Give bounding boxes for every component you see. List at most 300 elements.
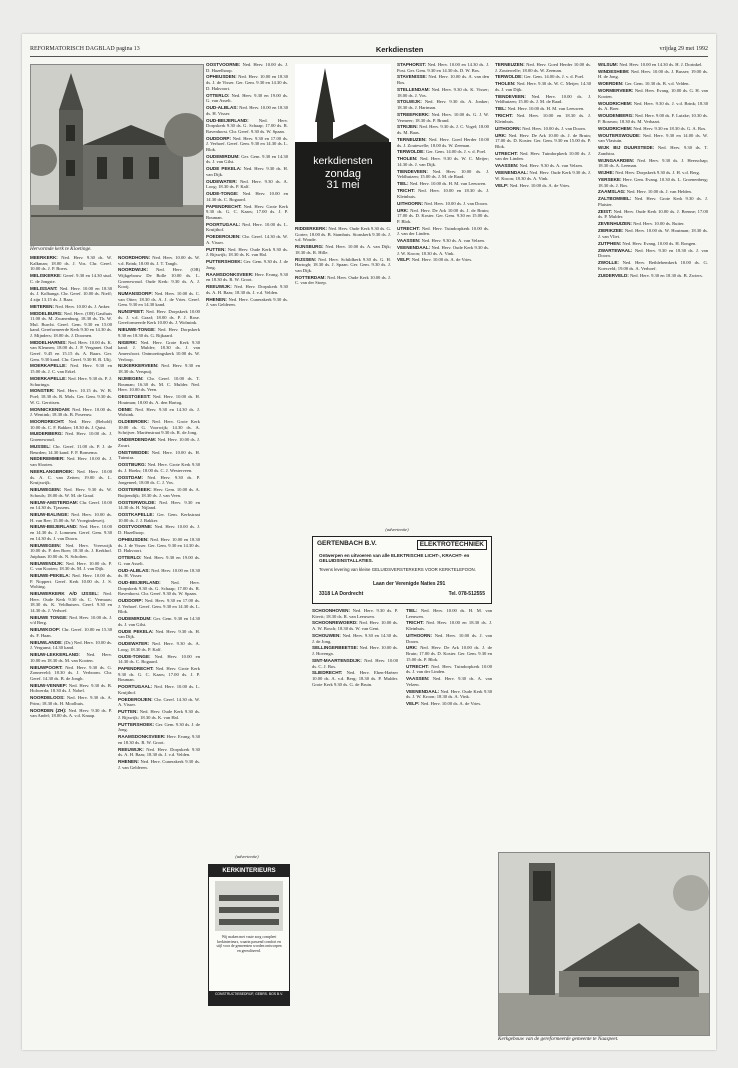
service-details: Ger. Gem. 9.30 en 14.30 ds. J. van Gilst. <box>206 153 288 165</box>
service-details: Ned. Herv. 10.00 ds. L. Kruijthof. <box>206 221 288 233</box>
service-entry <box>598 88 708 99</box>
place-name: NIEUW-BEIJERLAND: <box>30 524 78 530</box>
service-details: Ned. Herv. Cunerakerk 9.30 ds. J. van Gelderen. <box>206 296 288 308</box>
service-entry <box>118 327 200 338</box>
service-entry <box>312 670 398 687</box>
place-name: NIEUW-BALINGE: <box>30 511 69 517</box>
place-name: TIEL: <box>406 608 418 613</box>
service-entry <box>30 627 112 638</box>
place-name: SCHOUWEN: <box>312 632 341 638</box>
place-name: ZEIST: <box>598 208 613 214</box>
service-details: Ned. Herv. Dorpskerk 9.30 ds. G. Schaap; 17.00 ds. R. Ravenhorst. Chr. Geref. 9.30 ds. W. Spaan. <box>206 117 288 134</box>
service-details: Ned. Herv. Grote Kerk 9.30 ds. G. C. Kaars; 17.00 ds. J. P. Bouman. <box>118 666 200 683</box>
paper-name: REFORMATORISCH DAGBLAD pagina 13 <box>30 46 140 52</box>
service-entry <box>495 151 591 162</box>
place-name: ROTTERDAM: <box>295 274 326 280</box>
service-entry <box>118 709 200 720</box>
place-name: STRIJEN: <box>397 124 418 130</box>
service-entry <box>312 608 398 619</box>
service-details: Ned. Herv. 9.30 ds. A. Loog; 18.30 ds. P. Kalf. <box>206 178 288 190</box>
ad-phone: Tel. 078-512555 <box>448 591 485 597</box>
service-entry <box>397 99 489 110</box>
service-details: Ned. Herv. Dorpskerk 9.30 en 18.30 ds. G. Rijkaard. <box>118 327 200 338</box>
service-entry <box>397 201 489 207</box>
service-details: Ned. Herv. 9.30 en 17.00 ds. J. Verhoef. Geref. Gem. 9.30 en 14.30 ds. L. Blok. <box>206 135 288 152</box>
service-details: Ned. Herv. Evang. 10.00 ds. H. Rongen. <box>622 240 697 246</box>
service-entry <box>406 676 492 687</box>
service-entry <box>312 620 398 631</box>
service-details: Ned. Herv. 10.00 ds. J. Hovenga. <box>312 645 398 657</box>
service-details: Chr. Geref. 11.00 ds. P. J. de Beurden; 14.30 kand. F. P. Bonsema. <box>30 443 112 455</box>
service-details: Ned. Herv. 10.00 en 14.30 ds. J. Lommen. Geref. Gem. 9.30 en 14.30 ds. J. van Doorn. <box>30 524 112 541</box>
service-details: Ned. Herv. 9.30 ds. H. van Dijk. <box>118 628 200 640</box>
place-name: OUDEWATER: <box>206 178 238 184</box>
place-name: WOUDRICHEM: <box>598 125 633 131</box>
place-name: STAPHORST: <box>397 62 427 67</box>
place-name: TIEL: <box>495 106 507 112</box>
service-entry <box>406 620 492 631</box>
service-entry <box>118 616 200 627</box>
place-name: PAPENDRECHT: <box>118 666 154 672</box>
service-entry <box>30 500 112 511</box>
service-entry <box>598 69 708 80</box>
service-details: Ned. Herv. 9.30 en 18.30 ds. J. van Doorn. <box>598 247 708 259</box>
place-name: OTTERLO: <box>206 92 230 98</box>
service-details: Ned. Herv. 10.00 ds. H. Tuinstra. <box>118 449 200 461</box>
service-details: Ned. Herv. Dorpskerk 9.30 ds. A. H. Baas; 18.30 ds. J. v.d. Velden. <box>118 746 200 758</box>
service-entry <box>495 113 591 124</box>
place-name: OUDEWATER: <box>118 641 150 647</box>
place-name: NOORDEN (ZH): <box>30 707 67 713</box>
place-name: OOSTDAM: <box>118 474 144 480</box>
service-details: Ned. Herv. 9.30 ds. J. v.d. Brink; 18.30 ds. A. Boer. <box>598 100 708 112</box>
service-details: Ned. Herv. 9.30 ds. G. Zonneveld; 18.30 ds. J. Verboom. Chr. Geref. 14.30 ds. B. de Jongh. <box>30 664 112 681</box>
page-header <box>30 44 708 57</box>
place-name: NUMANSDORP: <box>118 291 153 297</box>
service-entry <box>295 257 391 274</box>
ad-kerkinterieurs-footer: CONSTRUCTIEBEDRIJF, GEBRS. BOS B.V. <box>209 991 289 1005</box>
service-entry <box>118 376 200 393</box>
service-details: Herv. Evang. 9.30 en 18.30 ds. R. W. Groot. <box>206 271 288 283</box>
column-5 <box>397 62 489 582</box>
place-name: OOSTBURG: <box>118 462 147 468</box>
column-2 <box>118 255 200 1035</box>
place-name: MOERKAPELLE: <box>30 375 67 381</box>
service-details: Ned. Herv. 9.30 ds. W. C. Meijer; 14.30 ds. J. van Dijk. <box>495 81 591 92</box>
service-entry <box>206 297 288 308</box>
service-entry <box>598 133 708 144</box>
service-entry <box>206 191 288 202</box>
place-name: NOORDELOOS: <box>30 695 65 701</box>
service-entry <box>30 591 112 613</box>
place-name: RHENEN: <box>206 296 227 302</box>
place-name: POORTUGAAL: <box>206 221 241 227</box>
service-entry <box>118 462 200 473</box>
service-details: Ned. Herv. 9.30 ds. A. van Velzen. <box>421 238 485 244</box>
service-entry <box>397 62 489 73</box>
place-name: POEDEROIJEN: <box>118 696 153 702</box>
service-entry <box>397 156 489 167</box>
service-details: Ned. Herv. Evang. 10.00 ds. G. H. van Kooten. <box>598 88 708 99</box>
service-entry <box>397 226 489 237</box>
service-entry <box>295 244 391 255</box>
place-name: ZAAMSLAG: <box>598 189 626 195</box>
place-name: TERWOLDE: <box>397 149 425 155</box>
modern-church-drawing-icon <box>499 853 709 1035</box>
service-details: Ned. Herv. Oude Kerk 10.00 ds. J. C. van der Stoep. <box>295 274 391 286</box>
place-name: OUDE PEKELA: <box>206 166 242 172</box>
service-entry <box>397 238 489 244</box>
service-details: Ned. Herv. 9.30 ds. A. Prins; 18.30 ds. H. Moolhuis. <box>30 695 112 706</box>
place-name: OUDEMIRDUM: <box>206 153 240 159</box>
service-entry <box>118 512 200 523</box>
service-entry <box>206 166 288 177</box>
place-name: VAASSEN: <box>397 238 421 244</box>
service-entry <box>30 363 112 374</box>
service-details: Ned. Herv. 9.30 ds. P. van Andel; 18.00 ds. A. v.d. Knaap. <box>30 707 112 719</box>
place-name: OTTERLO: <box>118 555 142 561</box>
service-details: Ned. Herv. 9.30 ds. P. Jongeneel; 18.00 ds. C. J. Vos. <box>118 474 200 486</box>
service-entry <box>295 275 391 286</box>
service-details: Ned. Herv. De Ark 10.00 ds. J. de Bruin; 17.00 ds. D. Koster. Ger. Gem. 9.30 en 15.00 ds. P. Blok. <box>406 645 492 662</box>
service-entry <box>118 722 200 733</box>
place-name: UITHOORN: <box>397 200 424 206</box>
service-entry <box>397 257 489 263</box>
service-entry <box>206 93 288 104</box>
place-name: NIEUWKOOP: <box>30 627 61 633</box>
place-name: YERSEKE: <box>598 176 622 182</box>
service-details: Ned. Herv. 10.00 ds. J. van Doorn. <box>406 632 492 644</box>
place-name: OOSTKAPELLE: <box>118 511 154 517</box>
column-3-list <box>206 62 288 308</box>
service-details: Ned. Herv. Bethlehemkerk 10.00 ds. G. Koesveld; 19.00 ds. A. Verhoef. <box>598 260 708 271</box>
service-details: Ned. Herv. 10.00 en 18.30 ds. J. de Visser. Ger. Gem. 9.30 en 14.30 ds. D. Hakvoort. <box>206 74 288 91</box>
place-name: UITHOORN: <box>495 125 522 131</box>
service-entry <box>206 105 288 116</box>
column-3 <box>206 62 288 652</box>
place-name: PUTTERSHOEK: <box>118 721 155 727</box>
service-entry <box>206 74 288 91</box>
service-entry <box>206 62 288 73</box>
service-details: Ned. Herv. 9.30 ds. B. Holwerda; 18.30 ds. J. Nobel. <box>30 682 112 694</box>
service-entry <box>118 340 200 362</box>
service-entry <box>30 512 112 523</box>
service-entry <box>30 469 112 486</box>
service-details: Ned. Herv. 9.30 en 14.30 ds. J. de Jong. <box>312 632 398 644</box>
service-entry <box>397 137 489 148</box>
place-name: VEENENDAAL: <box>397 244 431 250</box>
service-details: Ned. Herv. Dorpskerk 9.30 ds. G. Schaap; 17.00 ds. R. Ravenhorst. Chr. Geref. 9.30 ds. W. Spaan. <box>118 580 200 597</box>
service-details: Ned. Herv. 9.30 ds. K. Visser; 18.00 ds. J. Vos. <box>397 86 489 98</box>
service-entry <box>295 226 391 243</box>
place-name: SCHOONREWOERD: <box>312 620 358 626</box>
service-details: Ned. Herv. 10.00 ds. H. M. van Leeuwen. <box>507 106 585 112</box>
service-entry <box>495 74 591 80</box>
service-entry <box>118 309 200 326</box>
place-name: POEDEROIJEN: <box>206 234 241 240</box>
place-name: PUTTERSHOEK: <box>206 259 243 265</box>
service-details: Ned. Herv. Dorpskerk 9.30 ds. A. H. Baas; 18.30 ds. J. v.d. Velden. <box>206 284 288 295</box>
service-entry <box>598 248 708 259</box>
service-details: Ned. Herv. Goed Herder 10.00 ds. J. Zoutewelle; 18.00 ds. W. Zeeman. <box>397 136 489 148</box>
service-details: Ned. Herv. 9.30 ds. A. van Velzen. <box>519 163 583 169</box>
service-details: Ned. Herv. Oude Kerk 9.30 ds. J. W. Kroon; 18.30 ds. A. Vink. <box>495 170 591 181</box>
service-entry <box>397 245 489 256</box>
pews-drawing-icon <box>215 881 283 931</box>
place-name: WILSUM: <box>598 62 619 67</box>
service-entry <box>118 654 200 665</box>
service-entry <box>598 221 708 227</box>
service-entry <box>118 555 200 566</box>
place-name: NIEUW-LEKKERLAND: <box>30 652 80 658</box>
place-name: OOSTVOORNE: <box>206 62 241 67</box>
service-details: Ned. Herv. 9.30 ds. W. Kalkman; 18.00 ds. J. Vos. Chr. Geref. 10.00 ds. J. P. Boers. <box>30 255 112 272</box>
section-title: Kerkdiensten <box>375 45 424 54</box>
service-details: Herv. Evang. 9.30 en 18.30 ds. R. W. Groot. <box>118 734 200 745</box>
place-name: NIEUWEGEIN: <box>30 487 62 493</box>
place-name: RIJSSEN: <box>295 256 317 262</box>
service-details: Ger. Gem. 9.30 ds. J. de Jong. <box>206 259 288 270</box>
place-name: OUDE-TONGE: <box>206 191 239 197</box>
photo-caption-left: Hervormde kerk te Kloetinge. <box>30 246 92 252</box>
service-details: Ned. Herv. 9.30 ds. P. J. Schuringa. <box>30 375 112 387</box>
service-details: Ned. Herv. Cunerakerk 9.30 ds. J. van Gelderen. <box>118 759 200 770</box>
service-entry <box>30 665 112 682</box>
place-name: VAASSEN: <box>406 676 430 682</box>
place-name: THOLEN: <box>495 81 516 87</box>
place-name: UITHOORN: <box>406 632 433 638</box>
service-details: Ger. Gem. Kerkstraat 10.00 ds. J. J. Bakker. <box>118 511 200 523</box>
service-entry <box>598 81 708 87</box>
service-entry <box>118 437 200 448</box>
service-entry <box>118 629 200 640</box>
service-details: Ned. Herv. 9.30 en 19.00 ds. G. van Asselt. <box>206 92 288 104</box>
place-name: NOORDWIJK: <box>118 267 149 273</box>
service-details: Ned. Herv. 9.30 ds. P. Kievit; 18.30 ds. R. van Leeuwen. <box>312 608 398 619</box>
issue-date: vrijdag 29 mei 1992 <box>659 46 708 52</box>
place-name: TIEL: <box>397 181 409 187</box>
service-entry <box>495 81 591 92</box>
service-details: Ned. Herv. Tuindorpkerk 10.00 ds. J. van der Linden. <box>495 150 591 162</box>
place-name: STOLWIJK: <box>397 99 422 105</box>
place-name: WOUDRICHEM: <box>598 100 633 106</box>
place-name: SLIEDRECHT: <box>312 670 343 676</box>
service-entry <box>118 747 200 758</box>
service-entry <box>598 170 708 176</box>
service-details: Ned. Herv. 10.00 ds. J. van Slooten. <box>30 456 112 468</box>
place-name: NIEUWE TONGE: <box>30 614 68 620</box>
service-details: Ned. Herv. (OB) Wijkgebouw De Bolle 10.00 ds. L. Groenewoud. Oude Kerk: 9.30 ds. A. J. Kooij. <box>118 267 200 290</box>
place-name: REEUWIJK: <box>206 284 232 290</box>
service-entry <box>397 149 489 155</box>
place-name: TRICHT: <box>406 620 424 626</box>
service-details: Herv. Gem. Evang. 10.30 ds. L. Groenenberg; 18.30 ds. J. Bos. <box>598 176 708 188</box>
place-name: REEUWIJK: <box>118 746 144 752</box>
place-name: URK: <box>495 132 507 138</box>
service-details: Ned. Herv. 10.00 ds. C. van Otter; 18.30 ds. A. J. de Vries. Geref. Gem. 9.30 en 14.30 kand. <box>118 291 200 308</box>
service-details: Ned. Herv. 10.00 en 14.30 ds. H. J. Dorinkel. <box>619 62 703 67</box>
place-name: NIEUWERKERK A/D IJSSEL: <box>30 591 99 597</box>
place-name: URK: <box>397 207 409 213</box>
service-entry <box>598 241 708 247</box>
service-entry <box>406 633 492 644</box>
service-details: (Dr.) Ned. Herv. 10.00 ds. J. Vergunst; 14.30 kand. <box>30 639 112 651</box>
place-name: MELISKERKE: <box>30 273 62 279</box>
column-4 <box>295 226 391 506</box>
place-name: STREEFKERK: <box>397 111 430 117</box>
service-details: Ned. Herv. Grote Kerk 10.00 ds. G. Voorwijk; 14.30 ds. A. Schrijver. Mariënstraat 9.30 ds. R. de Jong. <box>118 419 200 436</box>
place-name: WIJHE: <box>598 170 615 176</box>
place-name: WORMERVEER: <box>598 88 634 94</box>
service-entry <box>30 273 112 284</box>
service-details: Ned. Herv. 10.00 en 18.30 ds. J. Kolbanga. Chr. Geref. 10.00 ds. Nieff; 4 zijn 13.15 ds. J. Baar. <box>30 285 112 302</box>
place-name: VELP: <box>406 700 420 706</box>
service-details: Ger. Gem. 14.00 ds. J. v. d. Poel. <box>425 149 487 155</box>
service-details: Ned. Herv. 9.30 ds. T. Zandstra. <box>598 145 708 156</box>
service-details: Ned. Herv. 9.30 ds. W. C. Meijer; 14.30 ds. J. van Dijk. <box>397 156 489 167</box>
service-details: Chr. Geref. 10.00 ds. T. Bouman; 16.30 ds. M. C. Mulder. Ned. Herv. 10.00 ds. Veen. <box>118 375 200 393</box>
service-entry <box>30 407 112 418</box>
place-name: MIDDELBURG: <box>30 310 63 316</box>
service-details: Ned. Herv. 9.30 en 14.00 ds. W. van Vlastuin. <box>598 132 708 144</box>
place-name: WOUTERSWOUDE: <box>598 132 641 138</box>
service-entry <box>206 154 288 165</box>
service-entry <box>598 145 708 156</box>
place-name: OUDDORP: <box>118 598 144 604</box>
place-name: OUDE-TONGE: <box>118 653 151 659</box>
service-details: Ned. Herv. Dorpskerk 9.30 ds. J. H. v.d. Berg. <box>615 170 700 176</box>
place-name: MONSTER: <box>30 388 55 394</box>
place-name: OUD-BEIJERLAND: <box>118 580 161 585</box>
service-details: Ned. Herv. 10.00 ds. H. M. van Leeuwen. <box>409 181 487 187</box>
service-details: Ned. Herv. 10.00 en 18.30 ds. H. Visser. <box>206 105 288 116</box>
service-entry <box>30 615 112 626</box>
place-name: NOORDHORN: <box>118 255 151 260</box>
service-entry <box>30 431 112 442</box>
service-entry <box>30 524 112 541</box>
service-entry <box>406 701 492 707</box>
service-entry <box>598 260 708 271</box>
place-name: OPHEUSDEN: <box>118 536 149 542</box>
ad-kerkinterieurs-text: Wij maken met vaste zorg compleet kerkinterieurs, waarin passend comfort en stijl voor de gemeenten worden ontworpen en gerealiseerd. <box>216 935 282 953</box>
place-name: WIJNGAARDEN: <box>598 157 635 163</box>
place-name: VELP: <box>495 182 509 188</box>
place-name: ONSTWEDDE: <box>118 449 150 455</box>
service-details: Ned. Herv. 10.00 ds. G. J. W. Vermeer; 18.30 ds. P. Brand. <box>397 111 489 123</box>
service-entry <box>598 62 708 68</box>
service-details: Ned. Herv. Oude Kerk 9.30 ds. J. W. Kroon; 18.30 ds. A. Vink. <box>397 244 489 256</box>
church-photo-naaspeet <box>498 852 710 1036</box>
service-details: Ned. Herv. Tuindorpkerk 10.00 ds. J. van der Linden. <box>397 225 489 237</box>
place-name: STAVENISSE: <box>397 74 427 80</box>
service-details: Ned. Herv. 10.00 ds. J. van Doorn. <box>522 125 586 131</box>
service-details: Ned. Herv. 10.00 ds. A. van Dijk; 18.30 ds. R. Hille. <box>295 244 391 255</box>
service-entry <box>397 208 489 225</box>
place-name: SINT-MAARTENSDIJK: <box>312 657 362 663</box>
service-entry <box>206 284 288 295</box>
service-entry <box>598 177 708 188</box>
service-entry <box>30 255 112 272</box>
service-details: Ned. Herv. Tuindorpkerk 10.00 ds. J. van der Linden. <box>406 663 492 675</box>
service-details: Ned. Herv. 10.00 ds. P. C. van Kooten; 18.30 ds. M. J. van Dijk. <box>30 560 112 572</box>
service-details: Ned. Herv. Grote Kerk 9.30 ds. G. C. Kaars; 17.00 ds. J. P. Bouman. <box>206 203 288 220</box>
service-details: Geref. 9.30 en 14.30 stud. C. de Jongste. <box>30 273 112 284</box>
place-name: SCHOONHOVEN: <box>312 608 351 613</box>
place-name: TRICHT: <box>397 188 415 194</box>
service-entry <box>598 273 708 279</box>
service-details: Ned. Herv. 10.00 ds. A. C. van Zetten; 19.00 ds. L. Kruijswijk. <box>30 468 112 486</box>
place-name: RAAMSDONKSVEER: <box>118 734 166 740</box>
service-details: Ned. Herv. Vreeswijk 10.00 ds. P. den Boer; 18.30 ds. J. Kerkhof. Jutphaas 10.00 ds. N. Scholten. <box>30 542 112 559</box>
place-name: VEENENDAAL: <box>495 170 529 176</box>
service-details: Ned. Herv. 10.00 ds. J. Veldhuizen; 15.00 ds. J. M. de Raad. <box>397 168 489 180</box>
service-entry <box>30 543 112 560</box>
place-name: NIEUWE-PEKELA: <box>30 573 71 579</box>
place-name: OPHEUSDEN: <box>206 74 237 80</box>
place-name: TERWOLDE: <box>495 74 523 80</box>
place-name: ZWOLLE: <box>598 260 619 266</box>
service-details: Ned. Herv. 9.30 en 14.30 ds. H. Nijland. <box>118 499 200 511</box>
service-details: Ned. Herv. 9.30 ds. J. Heerschap; 18.30 ds. A. Leeman. <box>598 157 708 169</box>
service-entry <box>118 475 200 486</box>
service-details: Ned. Herv. 9.30 ds. W. Schouls; 18.00 ds. W. M. de Graaf. <box>30 487 112 498</box>
service-entry <box>598 113 708 124</box>
service-entry <box>598 196 708 207</box>
place-name: PUTTEN: <box>118 709 138 715</box>
column-1 <box>30 255 112 1035</box>
column-5c-list <box>406 608 492 707</box>
ad-company-sub: ELEKTROTECHNIEK <box>417 540 487 550</box>
service-entry <box>312 645 398 656</box>
service-details: Ned. Herv. 10.00 ds. J. Groenewoud. <box>30 431 112 443</box>
service-details: Ned. Herv. (OB) Gasthuis 11.00 ds. M. Zwanenburg, 18.30 ds. Th. W. Mul. Burcht. Geref. Gem. 9.30 en 15.00 kand. Gereformeerde Kerk 9.30 en 14.30 ds. J. Mijnders; 18.00 ds. J. Doornen. <box>30 310 112 338</box>
service-entry <box>495 62 591 73</box>
place-name: MOERKAPELLE: <box>30 363 67 369</box>
place-name: TIENDEVEEN: <box>495 93 526 99</box>
feature-date: 31 mei <box>326 178 360 191</box>
service-entry <box>30 456 112 467</box>
service-details: Ned. Herv. 9.30 ds. H. van Dijk. <box>206 166 288 177</box>
service-entry <box>206 204 288 221</box>
service-details: Ned. Herv. Oude Kerk 9.30 ds. G. Gorter; 18.00 ds. B. Stamhuis. Sionskerk 9.30 ds. J. v.d. Woude. <box>295 226 391 243</box>
service-details: Ned. Herv. De Ark 10.00 ds. J. de Bruin; 17.00 ds. D. Koster. Ger. Gem. 9.30 en 15.00 ds. P. Blok. <box>495 132 591 149</box>
service-entry <box>406 645 492 662</box>
place-name: NIEUWLANDE: <box>30 639 63 645</box>
place-name: RAAMSDONKSVEER: <box>206 271 254 277</box>
service-entry <box>118 684 200 695</box>
column-6 <box>495 62 591 852</box>
place-name: SELLINGERBEETSE: <box>312 645 359 651</box>
place-name: ZIERIKZEE: <box>598 228 624 234</box>
service-details: Ned. Herv. Dorpskerk 10.00 ds. J. v.d. Graaf; 18.00 ds. P. J. Rose. Gereformeerde Kerk 10.00 ds. J. Wolmink. <box>118 309 200 326</box>
service-entry <box>30 311 112 339</box>
place-name: OUD-BEIJERLAND: <box>206 117 249 123</box>
place-name: NIJMEGEN: <box>118 375 144 381</box>
service-details: Ned. Herv. De Ark 10.00 ds. J. de Bruin; 17.00 ds. D. Koster. Ger. Gem. 9.30 en 15.00 ds. P. Blok. <box>397 207 489 224</box>
place-name: TRICHT: <box>495 113 513 119</box>
service-details: Ger. Gem. 9.30 ds. J. de Jong. <box>118 721 200 733</box>
service-entry <box>206 136 288 153</box>
service-details: Ned. Herv. 10.00 ds. A. de Vries. <box>509 182 571 188</box>
place-name: RIJNSBURG: <box>295 244 324 250</box>
service-entry <box>118 641 200 652</box>
service-entry <box>30 487 112 498</box>
place-name: UTRECHT: <box>406 663 429 669</box>
service-entry <box>30 652 112 663</box>
place-name: URK: <box>406 645 418 651</box>
service-details: Ned. Herv. 10.00 ds. H. van Ree; 15.00 ds. W. Vroegindeweij. <box>30 511 112 523</box>
ad-company-name: GERTENBACH B.V. <box>317 540 377 547</box>
